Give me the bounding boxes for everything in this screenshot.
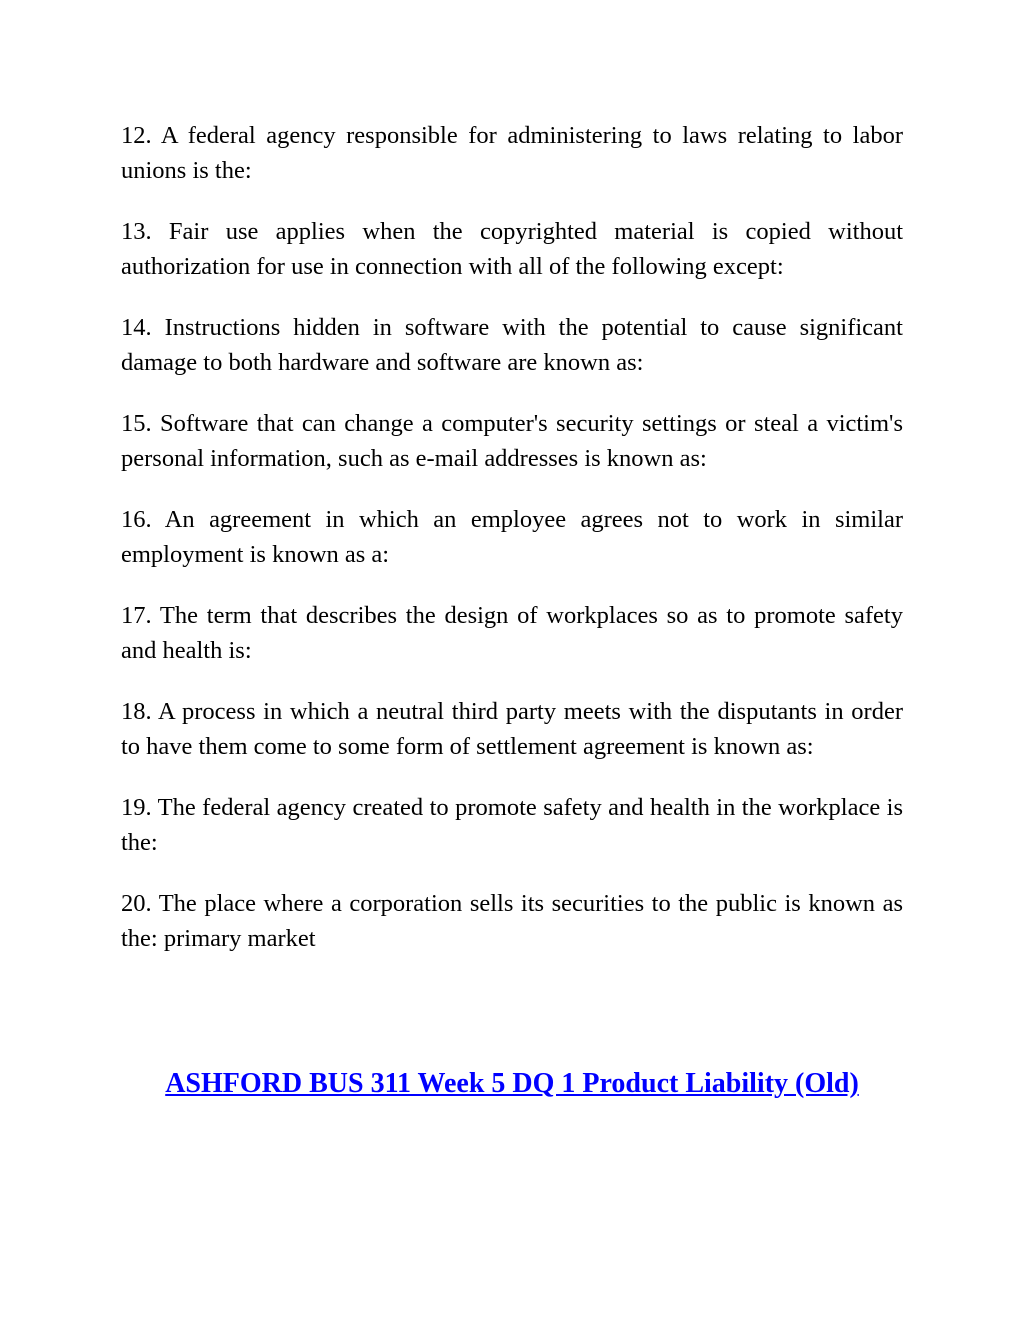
question-12: 12. A federal agency responsible for administering to laws relating to labor unions is the:	[121, 122, 903, 184]
question-19: 19. The federal agency created to promote safety and health in the workplace is the:	[121, 794, 903, 856]
document-body	[121, 118, 903, 982]
question-20: 20. The place where a corporation sells its securities to the public is known as the: primary market	[121, 890, 903, 952]
question-13: 13. Fair use applies when the copyrighted material is copied without authorization for use in connection with all of the following except:	[121, 218, 903, 280]
question-14: 14. Instructions hidden in software with the potential to cause significant damage to both hardware and software are known as:	[121, 314, 903, 376]
footer-link-container	[0, 1068, 1024, 1100]
product-liability-link[interactable]: ASHFORD BUS 311 Week 5 DQ 1 Product Liability (Old)	[165, 1068, 859, 1099]
question-18: 18. A process in which a neutral third party meets with the disputants in order to have them come to some form of settlement agreement is known as:	[121, 698, 903, 760]
question-17: 17. The term that describes the design of workplaces so as to promote safety and health is:	[121, 602, 903, 664]
question-16: 16. An agreement in which an employee agrees not to work in similar employment is known as a:	[121, 506, 903, 568]
question-15: 15. Software that can change a computer's security settings or steal a victim's personal information, such as e-mail addresses is known as:	[121, 410, 903, 472]
